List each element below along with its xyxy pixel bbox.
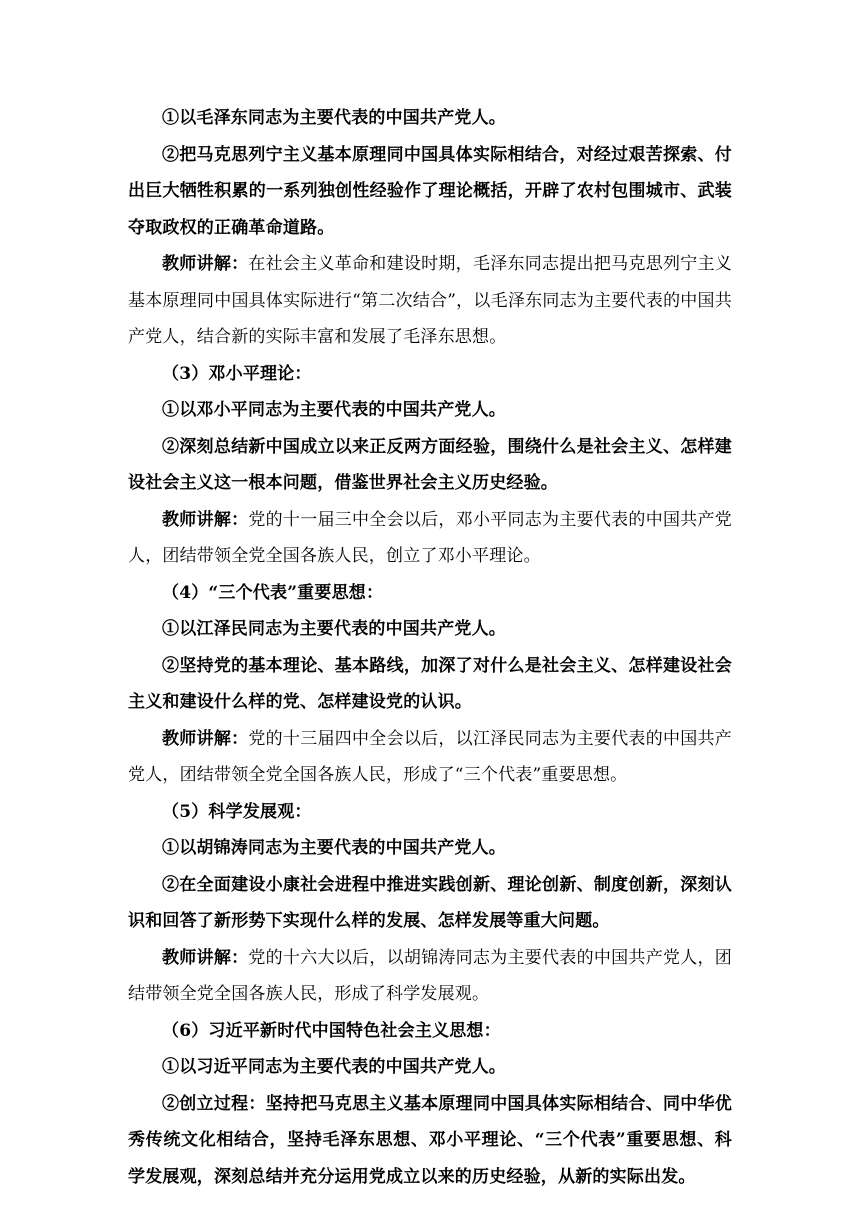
teacher-explanation-label: 教师讲解： xyxy=(162,728,249,749)
paragraph-deng-representative: ①以邓小平同志为主要代表的中国共产党人。 xyxy=(162,400,506,420)
heading-three-represents: （4）“三个代表”重要思想： xyxy=(162,582,384,603)
teacher-explanation-label: 教师讲解： xyxy=(162,509,249,530)
teacher-explanation-deng xyxy=(128,502,732,575)
teacher-explanation-label: 教师讲解： xyxy=(162,947,249,968)
teacher-explanation-label: 教师讲解： xyxy=(162,254,249,274)
teacher-explanation-hu xyxy=(128,940,732,1013)
heading-xi-thought: （6）习近平新时代中国特色社会主义思想： xyxy=(162,1020,501,1041)
paragraph-mao-revolution-path: ②把马克思列宁主义基本原理同中国具体实际相结合，对经过艰苦探索、付出巨大牺牲积累的一系列独创性经验作了理论概括，开辟了农村包围城市、武装夺取政权的正确革命道路。 xyxy=(128,144,732,238)
paragraph-hu-representative: ①以胡锦涛同志为主要代表的中国共产党人。 xyxy=(162,838,506,858)
teacher-explanation-text: 党的十六大以后，以胡锦涛同志为主要代表的中国共产党人，团结带领全党全国各族人民，形成了科学发展观。 xyxy=(128,947,732,1004)
teacher-explanation-text: 党的十一届三中全会以后，邓小平同志为主要代表的中国共产党人，团结带领全党全国各族人民，创立了邓小平理论。 xyxy=(128,509,732,566)
paragraph-jiang-representative: ①以江泽民同志为主要代表的中国共产党人。 xyxy=(162,619,506,639)
paragraph-deng-summary: ②深刻总结新中国成立以来正反两方面经验，围绕什么是社会主义、怎样建设社会主义这一根本问题，借鉴世界社会主义历史经验。 xyxy=(128,436,732,493)
paragraph-hu-summary: ②在全面建设小康社会进程中推进实践创新、理论创新、制度创新，深刻认识和回答了新形势下实现什么样的发展、怎样发展等重大问题。 xyxy=(128,874,732,931)
heading-scientific-outlook: （5）科学发展观： xyxy=(162,801,312,822)
paragraph-xi-representative: ①以习近平同志为主要代表的中国共产党人。 xyxy=(162,1057,506,1077)
teacher-explanation-text: 党的十三届四中全会以后，以江泽民同志为主要代表的中国共产党人，团结带领全党全国各族人民，形成了“三个代表”重要思想。 xyxy=(128,728,732,785)
teacher-explanation-text: 在社会主义革命和建设时期，毛泽东同志提出把马克思列宁主义基本原理同中国具体实际进行“第二次结合”，以毛泽东同志为主要代表的中国共产党人，结合新的实际丰富和发展了毛泽东思想。 xyxy=(128,254,732,347)
teacher-explanation-mao xyxy=(128,246,732,356)
paragraph-xi-creation-process: ②创立过程：坚持把马克思主义基本原理同中国具体实际相结合、同中华优秀传统文化相结合，坚持毛泽东思想、邓小平理论、“三个代表”重要思想、科学发展观，深刻总结并充分运用党成立以来的历史经验，从新的实际出发。 xyxy=(128,1093,732,1187)
paragraph-mao-representative: ①以毛泽东同志为主要代表的中国共产党人。 xyxy=(162,108,506,128)
heading-deng-theory: （3）邓小平理论： xyxy=(162,363,312,384)
document-body xyxy=(128,100,732,1195)
teacher-explanation-jiang xyxy=(128,721,732,794)
paragraph-jiang-summary: ②坚持党的基本理论、基本路线，加深了对什么是社会主义、怎样建设社会主义和建设什么样的党、怎样建设党的认识。 xyxy=(128,655,732,712)
